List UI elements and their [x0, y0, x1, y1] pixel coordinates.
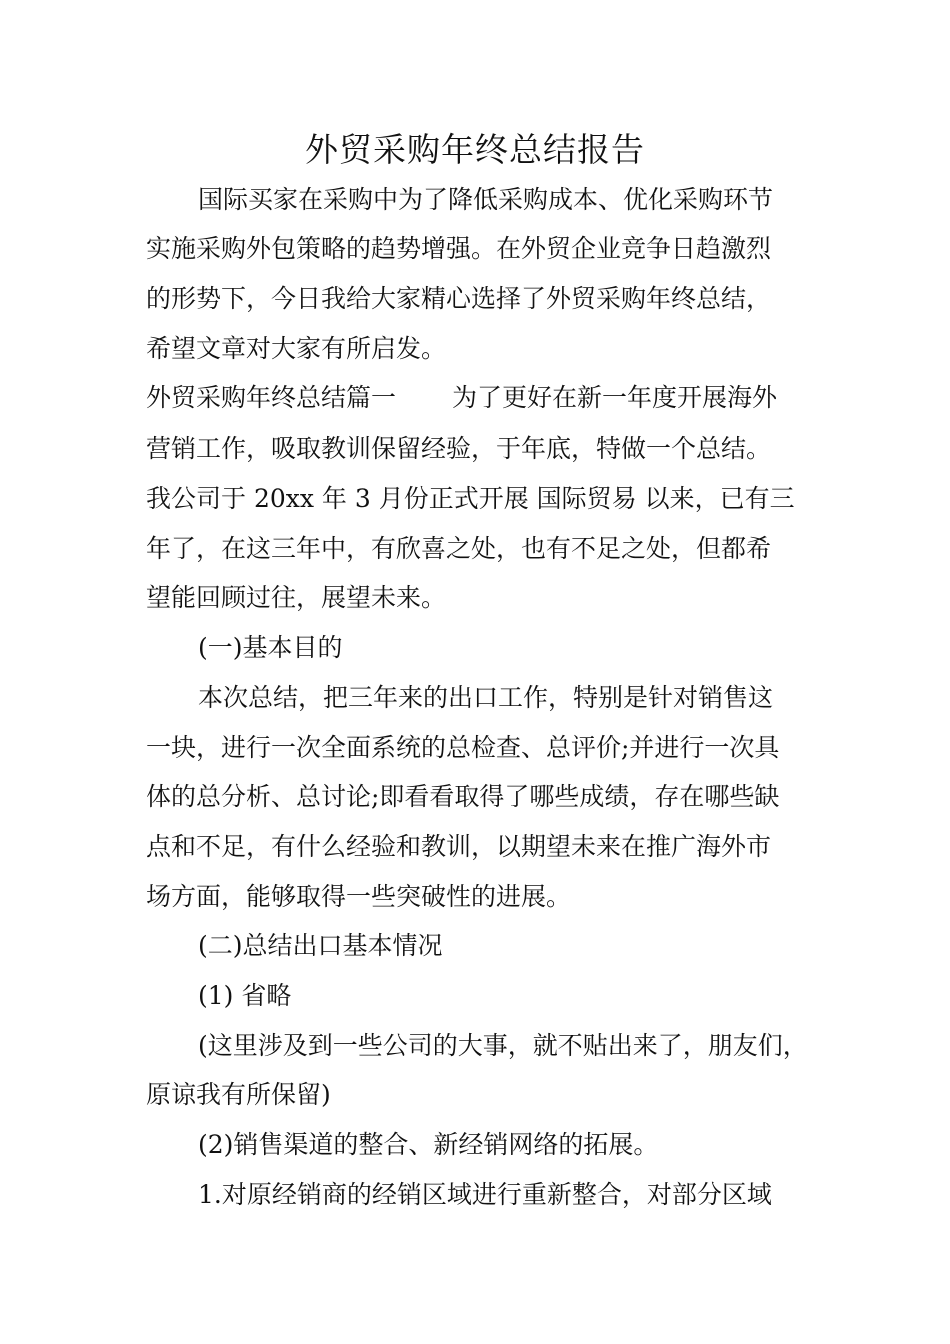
- paragraph-line: 体的总分析、总讨论;即看看取得了哪些成绩，存在哪些缺: [146, 782, 780, 811]
- document-title: 外贸采购年终总结报告: [305, 130, 645, 169]
- paragraph-line: 本次总结，把三年来的出口工作，特别是针对销售这: [198, 683, 774, 712]
- list-item-distributor-integration: 1.对原经销商的经销区域进行重新整合，对部分区域: [198, 1180, 772, 1209]
- section-heading: 外贸采购年终总结篇一: [146, 383, 397, 412]
- list-item-omitted: (1) 省略: [198, 981, 292, 1010]
- paragraph-line: 希望文章对大家有所启发。: [146, 334, 447, 363]
- paragraph-line: 点和不足，有什么经验和教训，以期望未来在推广海外市: [146, 832, 772, 861]
- paragraph-line: 国际买家在采购中为了降低采购成本、优化采购环节: [198, 185, 774, 214]
- paragraph-line: 营销工作，吸取教训保留经验，于年底，特做一个总结。: [146, 434, 772, 463]
- section-heading-line: [146, 381, 777, 415]
- paragraph-line: 场方面，能够取得一些突破性的进展。: [146, 882, 572, 911]
- paragraph-text: 为了更好在新一年度开展海外: [452, 383, 778, 412]
- paragraph-line: 望能回顾过往，展望未来。: [146, 583, 447, 612]
- subheading-export-summary: (二)总结出口基本情况: [198, 931, 443, 960]
- paragraph-line: (这里涉及到一些公司的大事，就不贴出来了，朋友们，: [198, 1031, 808, 1060]
- paragraph-line: 年了，在这三年中，有欣喜之处，也有不足之处，但都希: [146, 534, 772, 563]
- paragraph-line: 原谅我有所保留): [146, 1080, 331, 1109]
- paragraph-line: 我公司于 20xx 年 3 月份正式开展 国际贸易 以来，已有三: [146, 484, 795, 513]
- subheading-basic-purpose: (一)基本目的: [198, 633, 343, 662]
- list-item-sales-channels: (2)销售渠道的整合、新经销网络的拓展。: [198, 1130, 659, 1159]
- paragraph-line: 实施采购外包策略的趋势增强。在外贸企业竞争日趋激烈: [146, 234, 772, 263]
- paragraph-line: 一块，进行一次全面系统的总检查、总评价;并进行一次具: [146, 733, 780, 762]
- paragraph-line: 的形势下，今日我给大家精心选择了外贸采购年终总结，: [146, 284, 772, 313]
